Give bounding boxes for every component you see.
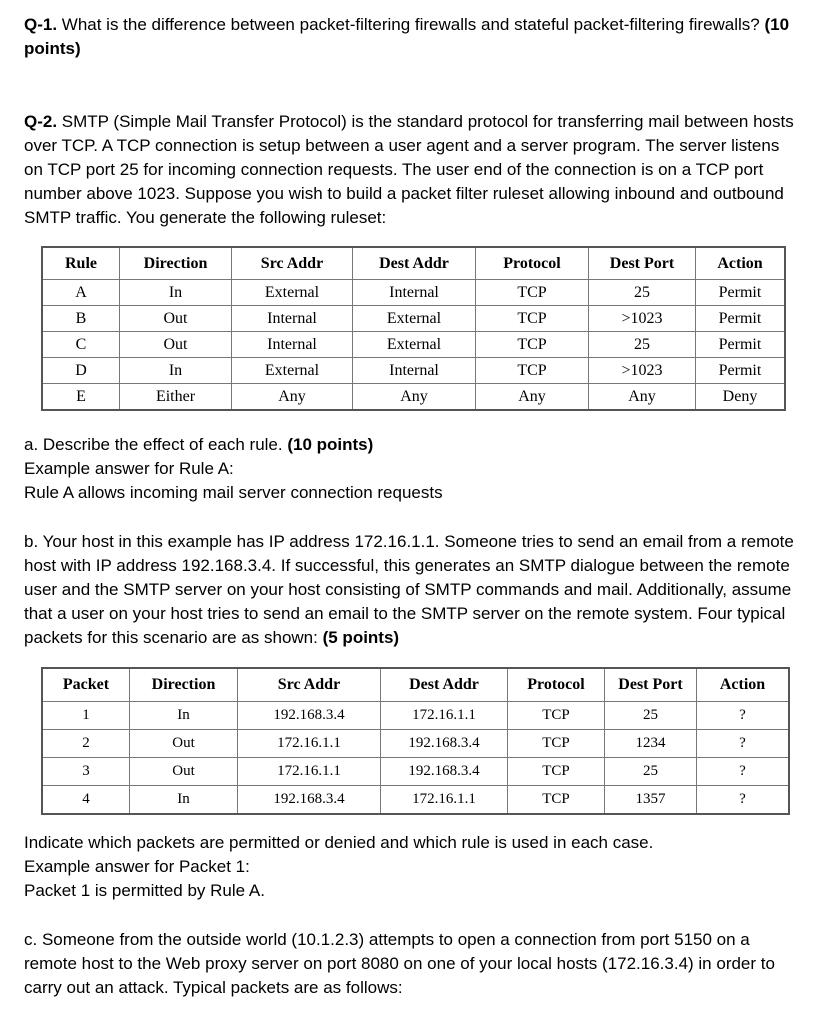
action-cell: Permit xyxy=(696,306,786,332)
protocol-cell: TCP xyxy=(476,306,589,332)
direction-cell: Out xyxy=(120,332,232,358)
protocol-cell: TCP xyxy=(508,786,605,815)
action-cell: ? xyxy=(697,786,790,815)
rule-cell: B xyxy=(42,306,120,332)
dest-addr-cell: 172.16.1.1 xyxy=(381,786,508,815)
protocol-cell: TCP xyxy=(476,280,589,306)
question-2 xyxy=(24,110,799,230)
table-row xyxy=(42,280,785,306)
src-addr-cell: External xyxy=(232,358,353,384)
table-row xyxy=(42,332,785,358)
src-addr-cell: 172.16.1.1 xyxy=(238,758,381,786)
question-2-label: Q-2. xyxy=(24,112,58,131)
table-row xyxy=(42,702,789,730)
protocol-cell: TCP xyxy=(508,702,605,730)
question-2-text: SMTP (Simple Mail Transfer Protocol) is the standard protocol for transferring mail between hosts over TCP. A TCP connection is setup between a user agent and a server program. The server listens on TCP port 25 for incoming connection requests. The user end of the connection is on a TCP port number above 1023. Suppose you wish to build a packet filter ruleset allowing inbound and outbound SMTP traffic. You generate the following ruleset: xyxy=(24,112,794,227)
dest-port-cell: 1357 xyxy=(605,786,697,815)
question-1-points: (10 points) xyxy=(24,15,790,58)
table-row xyxy=(42,384,785,411)
ruleset-header-row xyxy=(42,247,785,280)
direction-cell: In xyxy=(120,280,232,306)
direction-cell: Either xyxy=(120,384,232,411)
rule-cell: E xyxy=(42,384,120,411)
indicate-example-label: Example answer for Packet 1: xyxy=(24,857,250,876)
action-cell: ? xyxy=(697,702,790,730)
dest-port-cell: 25 xyxy=(589,332,696,358)
packet-cell: 1 xyxy=(42,702,130,730)
dest-port-cell: 25 xyxy=(605,758,697,786)
part-a-prompt xyxy=(24,433,799,457)
packets-header-row xyxy=(42,668,789,702)
src-addr-cell: Internal xyxy=(232,332,353,358)
rule-cell: C xyxy=(42,332,120,358)
src-addr-cell: External xyxy=(232,280,353,306)
table-row xyxy=(42,786,789,815)
dest-addr-cell: Internal xyxy=(353,280,476,306)
table-row xyxy=(42,730,789,758)
packets-header-dest-addr: Dest Addr xyxy=(381,668,508,702)
action-cell: Permit xyxy=(696,358,786,384)
protocol-cell: TCP xyxy=(476,358,589,384)
packet-cell: 4 xyxy=(42,786,130,815)
dest-port-cell: 1234 xyxy=(605,730,697,758)
protocol-cell: Any xyxy=(476,384,589,411)
part-a-text: a. Describe the effect of each rule. xyxy=(24,435,288,454)
src-addr-cell: 172.16.1.1 xyxy=(238,730,381,758)
table-row xyxy=(42,306,785,332)
ruleset-header-dest-addr: Dest Addr xyxy=(353,247,476,280)
ruleset-header-action: Action xyxy=(696,247,786,280)
ruleset-header-rule: Rule xyxy=(42,247,120,280)
src-addr-cell: 192.168.3.4 xyxy=(238,702,381,730)
ruleset-table xyxy=(41,246,786,411)
packet-cell: 2 xyxy=(42,730,130,758)
packets-header-src-addr: Src Addr xyxy=(238,668,381,702)
question-1 xyxy=(24,13,799,61)
part-b-text: b. Your host in this example has IP address 172.16.1.1. Someone tries to send an email from a remote host with IP address 192.168.3.4. If successful, this generates an SMTP dialogue between the remote user and the SMTP server on your host consisting of SMTP commands and mail. Additionally, assume that a user on your host tries to send an email to the SMTP server on the remote system. Four typical packets for this scenario are as shown: xyxy=(24,532,794,647)
dest-addr-cell: External xyxy=(353,332,476,358)
table-row xyxy=(42,758,789,786)
direction-cell: Out xyxy=(130,758,238,786)
packets-header-dest-port: Dest Port xyxy=(605,668,697,702)
packets-header-protocol: Protocol xyxy=(508,668,605,702)
protocol-cell: TCP xyxy=(508,758,605,786)
part-c-prompt: c. Someone from the outside world (10.1.2.3) attempts to open a connection from port 5150 on a remote host to the Web proxy server on port 8080 on one of your local hosts (172.16.3.4) in order to carry out an attack. Typical packets are as follows: xyxy=(24,930,775,997)
ruleset-header-src-addr: Src Addr xyxy=(232,247,353,280)
src-addr-cell: Internal xyxy=(232,306,353,332)
rule-cell: A xyxy=(42,280,120,306)
rule-cell: D xyxy=(42,358,120,384)
dest-port-cell: 25 xyxy=(589,280,696,306)
direction-cell: Out xyxy=(120,306,232,332)
action-cell: Permit xyxy=(696,332,786,358)
question-1-label: Q-1. xyxy=(24,15,58,34)
dest-addr-cell: External xyxy=(353,306,476,332)
protocol-cell: TCP xyxy=(508,730,605,758)
direction-cell: In xyxy=(120,358,232,384)
packets-header-direction: Direction xyxy=(130,668,238,702)
dest-addr-cell: 192.168.3.4 xyxy=(381,730,508,758)
protocol-cell: TCP xyxy=(476,332,589,358)
packets-header-action: Action xyxy=(697,668,790,702)
ruleset-header-protocol: Protocol xyxy=(476,247,589,280)
part-b-prompt xyxy=(24,530,799,650)
ruleset-header-direction: Direction xyxy=(120,247,232,280)
action-cell: ? xyxy=(697,730,790,758)
part-a-example-answer: Rule A allows incoming mail server connection requests xyxy=(24,483,443,502)
part-a-points: (10 points) xyxy=(287,435,374,454)
dest-addr-cell: Any xyxy=(353,384,476,411)
action-cell: Deny xyxy=(696,384,786,411)
part-a-example-label: Example answer for Rule A: xyxy=(24,459,234,478)
src-addr-cell: Any xyxy=(232,384,353,411)
direction-cell: In xyxy=(130,786,238,815)
ruleset-header-dest-port: Dest Port xyxy=(589,247,696,280)
action-cell: ? xyxy=(697,758,790,786)
dest-port-cell: >1023 xyxy=(589,358,696,384)
packets-header-packet: Packet xyxy=(42,668,130,702)
dest-addr-cell: 172.16.1.1 xyxy=(381,702,508,730)
packets-table xyxy=(41,667,790,815)
src-addr-cell: 192.168.3.4 xyxy=(238,786,381,815)
dest-port-cell: >1023 xyxy=(589,306,696,332)
dest-port-cell: Any xyxy=(589,384,696,411)
packet-cell: 3 xyxy=(42,758,130,786)
direction-cell: Out xyxy=(130,730,238,758)
indicate-example-answer: Packet 1 is permitted by Rule A. xyxy=(24,881,265,900)
dest-addr-cell: 192.168.3.4 xyxy=(381,758,508,786)
part-b-points: (5 points) xyxy=(322,628,400,647)
dest-addr-cell: Internal xyxy=(353,358,476,384)
table-row xyxy=(42,358,785,384)
dest-port-cell: 25 xyxy=(605,702,697,730)
direction-cell: In xyxy=(130,702,238,730)
question-1-text: What is the difference between packet-filtering firewalls and stateful packet-filtering firewalls? xyxy=(57,15,765,34)
action-cell: Permit xyxy=(696,280,786,306)
indicate-prompt: Indicate which packets are permitted or denied and which rule is used in each case. xyxy=(24,833,654,852)
